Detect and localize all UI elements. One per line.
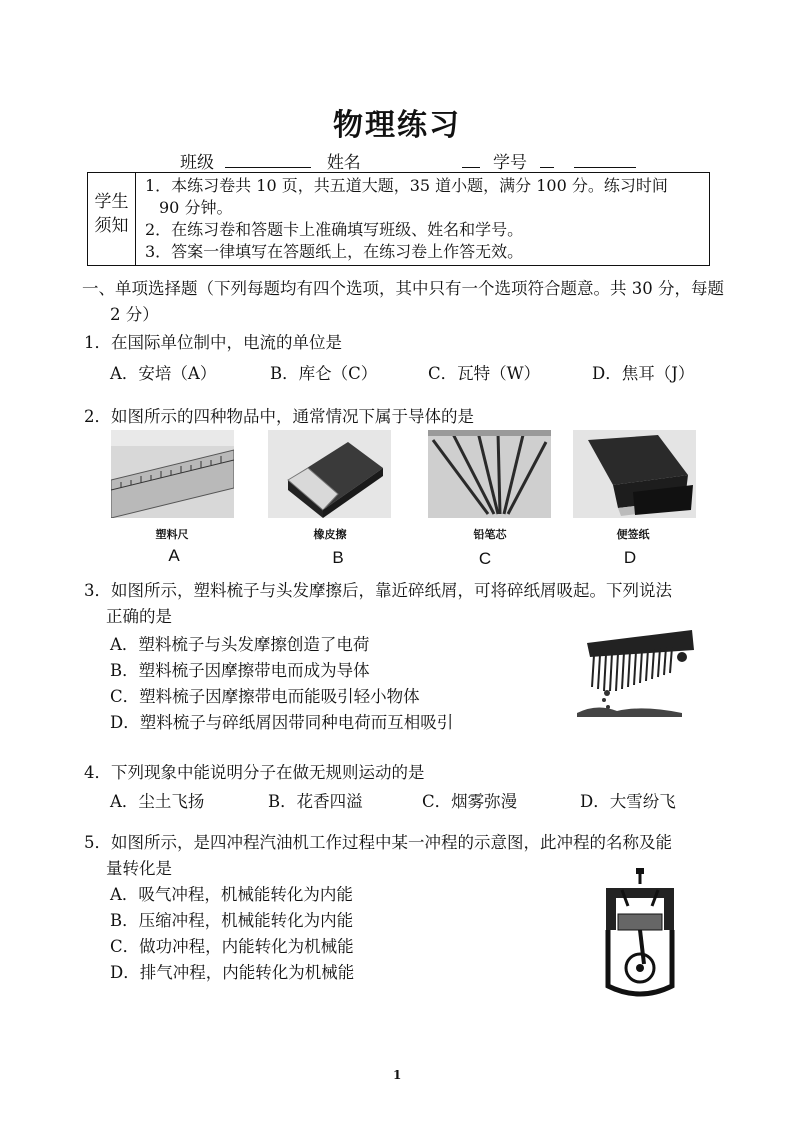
option-c: C．塑料梳子因摩擦带电而能吸引轻小物体 [110, 687, 420, 706]
number-blank-2 [574, 153, 636, 168]
page-number: 1 [393, 1068, 402, 1082]
option-a: A．安培（A） [110, 364, 217, 383]
notice-label: 学生 须知 [88, 173, 136, 265]
option-c: C．瓦特（W） [428, 364, 541, 383]
eraser-image [268, 430, 391, 518]
option-a: A．塑料梳子与头发摩擦创造了电荷 [110, 635, 370, 654]
question-1-stem: 1．在国际单位制中，电流的单位是 [84, 333, 342, 352]
option-d: D．焦耳（J） [592, 364, 695, 383]
option-d: D．排气冲程，内能转化为机械能 [110, 963, 355, 982]
question-1-options [0, 360, 794, 386]
question-3-options [110, 632, 453, 736]
name-label: 姓名 [326, 153, 361, 173]
question-2-stem: 2．如图所示的四种物品中，通常情况下属于导体的是 [84, 407, 474, 426]
image-caption-b: 橡皮擦 [313, 528, 347, 541]
option-d: D．大雪纷飞 [580, 792, 676, 811]
option-b: B．花香四溢 [268, 792, 363, 811]
class-blank [225, 153, 311, 168]
class-label: 班级 [180, 153, 214, 173]
plastic-ruler-image [111, 430, 234, 518]
image-caption-c: 铅笔芯 [473, 528, 507, 541]
image-caption-d: 便签纸 [616, 528, 650, 541]
option-c: C．烟雾弥漫 [422, 792, 518, 811]
option-b: B．库仑（C） [270, 364, 378, 383]
option-c: C．做功冲程，内能转化为机械能 [110, 937, 354, 956]
sticky-note-image [573, 430, 696, 518]
image-letter-d: D [623, 548, 637, 567]
page-title: 物理练习 [333, 108, 461, 143]
option-a: A．吸气冲程，机械能转化为内能 [110, 885, 353, 904]
image-letter-b: B [332, 548, 344, 567]
notice-item: 3．答案一律填写在答题纸上，在练习卷上作答无效。 [145, 242, 524, 261]
student-info-line [180, 148, 636, 173]
number-label: 学号 [493, 153, 528, 173]
notice-item: 2．在练习卷和答题卡上准确填写班级、姓名和学号。 [145, 220, 524, 239]
engine-diagram-image [598, 868, 678, 1000]
question-4-stem: 4．下列现象中能说明分子在做无规则运动的是 [84, 763, 425, 782]
notice-item: 90 分钟。 [159, 198, 233, 217]
section-heading: 一、单项选择题（下列每题均有四个选项，其中只有一个选项符合题意。共 30 分，每题 2 分） [82, 279, 724, 324]
question-4-options [0, 788, 794, 814]
image-caption-a: 塑料尺 [155, 528, 189, 541]
name-blank [462, 153, 480, 168]
option-b: B．压缩冲程，机械能转化为内能 [110, 911, 354, 930]
image-letter-a: A [168, 546, 180, 565]
comb-paper-image [572, 625, 697, 720]
question-5-stem: 5．如图所示，是四冲程汽油机工作过程中某一冲程的示意图，此冲程的名称及能 量转化是 [84, 833, 672, 878]
student-notice-box [87, 172, 710, 266]
question-3-stem: 3．如图所示，塑料梳子与头发摩擦后，靠近碎纸屑，可将碎纸屑吸起。下列说法 正确的是 [84, 581, 672, 626]
option-a: A．尘土飞扬 [110, 792, 205, 811]
question-5-options [110, 882, 354, 986]
pencil-lead-image [428, 430, 551, 518]
image-letter-c: C [478, 549, 492, 568]
number-blank-1 [540, 153, 554, 168]
notice-items [145, 175, 703, 263]
option-d: D．塑料梳子与碎纸屑因带同种电荷而互相吸引 [110, 713, 454, 732]
option-b: B．塑料梳子因摩擦带电而成为导体 [110, 661, 370, 680]
notice-item: 1．本练习卷共 10 页，共五道大题，35 道小题，满分 100 分。练习时间 [145, 176, 668, 195]
